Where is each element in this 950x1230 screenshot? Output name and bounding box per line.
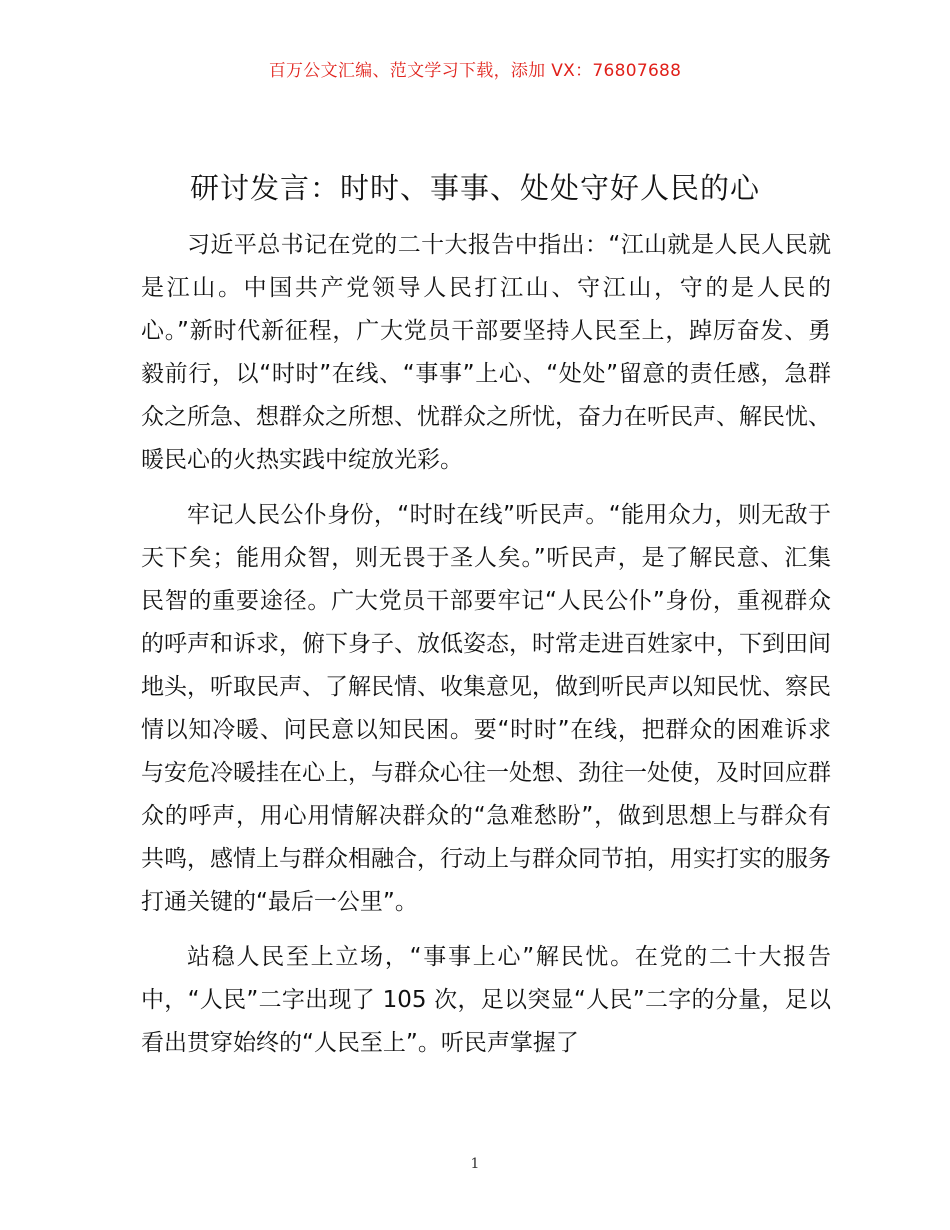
- paragraph-people-first: 站稳人民至上立场，“事事上心”解民忧。在党的二十大报告中，“人民”二字出现了 105 次，足以突显“人民”二字的分量，足以看出贯穿始终的“人民至上”。听民声掌握了: [141, 944, 831, 1056]
- document-body: [141, 224, 831, 1077]
- header-banner: 百万公文汇编、范文学习下载，添加 VX：76807688: [268, 61, 682, 81]
- paragraph-listen-to-people: 牢记人民公仆身份，“时时在线”听民声。“能用众力，则无敌于天下矣；能用众智，则无畏于圣人矣。”听民声，是了解民意、汇集民智的重要途径。广大党员干部要牢记“人民公仆”身份，重视群众的呼声和诉求，俯下身子、放低姿态，时常走进百姓家中，下到田间地头，听取民声、了解民情、收集意见，做到听民声以知民忧、察民情以知冷暖、问民意以知民困。要“时时”在线，把群众的困难诉求与安危冷暖挂在心上，与群众心往一处想、劲往一处使，及时回应群众的呼声，用心用情解决群众的“急难愁盼”，做到思想上与群众有共鸣，感情上与群众相融合，行动上与群众同节拍，用实打实的服务打通关键的“最后一公里”。: [141, 502, 831, 915]
- paragraph-intro: 习近平总书记在党的二十大报告中指出：“江山就是人民人民就是江山。中国共产党领导人民打江山、守江山，守的是人民的心。”新时代新征程，广大党员干部要坚持人民至上，踔厉奋发、勇毅前行，以“时时”在线、“事事”上心、“处处”留意的责任感，急群众之所急、想群众之所想、忧群众之所忧，奋力在听民声、解民忧、暖民心的火热实践中绽放光彩。: [141, 232, 831, 473]
- document-title: 研讨发言：时时、事事、处处守好人民的心: [189, 171, 760, 205]
- page-number: 1: [470, 1156, 480, 1172]
